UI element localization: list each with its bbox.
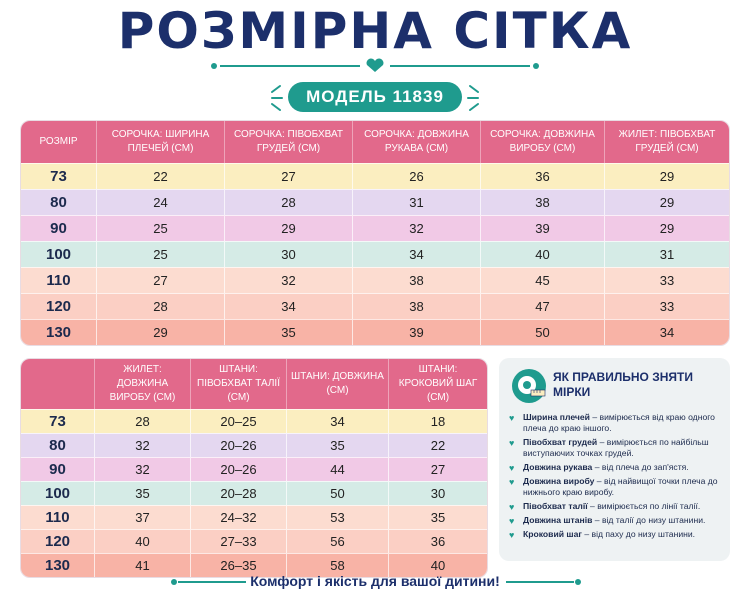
table-cell: 38 [353, 267, 481, 293]
guide-description: – від талії до низу штанини. [592, 515, 706, 525]
table-cell: 29 [605, 163, 729, 189]
table-cell: 29 [97, 319, 225, 345]
heart-icon [367, 59, 384, 72]
table-cell: 31 [605, 241, 729, 267]
heart-icon: ♥ [509, 477, 515, 487]
heart-icon: ♥ [509, 438, 515, 448]
table-row [21, 319, 729, 345]
measurement-guide [499, 358, 730, 561]
size-cell: 90 [21, 215, 97, 241]
table-cell: 29 [225, 215, 353, 241]
table-row [21, 433, 487, 457]
guide-term: Довжина виробу [523, 476, 595, 486]
table-row [21, 267, 729, 293]
model-label [250, 78, 500, 118]
table-cell: 27–33 [191, 529, 287, 553]
guide-list [509, 412, 720, 540]
size-cell: 73 [21, 163, 97, 189]
size-cell: 120 [21, 529, 95, 553]
heart-icon: ♥ [509, 502, 515, 512]
table-cell: 32 [95, 457, 191, 481]
table-cell: 35 [225, 319, 353, 345]
size-table-top [20, 120, 730, 346]
table-row [21, 241, 729, 267]
guide-description: – від паху до низу штанини. [581, 529, 696, 539]
table-cell: 18 [389, 409, 487, 433]
table-cell: 34 [605, 319, 729, 345]
column-header: СОРОЧКА: ДОВЖИНА ВИРОБУ (СМ) [481, 121, 605, 163]
size-cell: 130 [21, 553, 95, 577]
table-cell: 20–26 [191, 457, 287, 481]
table-header-row [21, 121, 729, 163]
table-row [21, 189, 729, 215]
table-row [21, 505, 487, 529]
size-cell: 100 [21, 481, 95, 505]
table-cell: 27 [225, 163, 353, 189]
table-row [21, 293, 729, 319]
column-header: ШТАНИ: ПІВОБХВАТ ТАЛІЇ (СМ) [191, 359, 287, 409]
table-cell: 45 [481, 267, 605, 293]
table-cell: 58 [287, 553, 389, 577]
heart-icon: ♥ [509, 516, 515, 526]
table-cell: 33 [605, 293, 729, 319]
guide-item [509, 501, 720, 512]
table-cell: 40 [389, 553, 487, 577]
table-cell: 47 [481, 293, 605, 319]
table-cell: 53 [287, 505, 389, 529]
table-cell: 27 [389, 457, 487, 481]
table-cell: 38 [481, 189, 605, 215]
table-cell: 26 [353, 163, 481, 189]
column-header: ЖИЛЕТ: ПІВОБХВАТ ГРУДЕЙ (СМ) [605, 121, 729, 163]
table-cell: 29 [605, 189, 729, 215]
table-cell: 27 [97, 267, 225, 293]
size-cell: 90 [21, 457, 95, 481]
table-cell: 28 [95, 409, 191, 433]
column-header: СОРОЧКА: ДОВЖИНА РУКАВА (СМ) [353, 121, 481, 163]
size-cell: 110 [21, 267, 97, 293]
heart-icon: ♥ [509, 413, 515, 423]
page-title: РОЗМІРНА СІТКА [117, 2, 633, 60]
table-cell: 24 [97, 189, 225, 215]
model-badge: МОДЕЛЬ 11839 [288, 82, 462, 112]
table-cell: 32 [225, 267, 353, 293]
heart-icon: ♥ [509, 463, 515, 473]
column-header: ШТАНИ: КРОКОВИЙ ШАГ (СМ) [389, 359, 487, 409]
table-cell: 20–28 [191, 481, 287, 505]
table-cell: 34 [353, 241, 481, 267]
table-cell: 41 [95, 553, 191, 577]
guide-description: – вимірюється по найбільш виступаючих точках грудей. [523, 437, 709, 458]
heart-divider [210, 58, 540, 74]
footer-divider-right [502, 577, 582, 587]
size-cell: 100 [21, 241, 97, 267]
guide-term: Довжина штанів [523, 515, 593, 525]
guide-title: ЯК ПРАВИЛЬНО ЗНЯТИ МІРКИ [553, 370, 693, 399]
size-cell: 110 [21, 505, 95, 529]
table-row [21, 409, 487, 433]
table-cell: 30 [389, 481, 487, 505]
size-cell: 120 [21, 293, 97, 319]
guide-term: Ширина плечей [523, 412, 590, 422]
table-cell: 50 [287, 481, 389, 505]
table-cell: 44 [287, 457, 389, 481]
table-cell: 30 [225, 241, 353, 267]
sparkle-icon [250, 78, 286, 118]
table-cell: 35 [95, 481, 191, 505]
guide-description: – від плеча до зап'ястя. [592, 462, 689, 472]
table-cell: 22 [97, 163, 225, 189]
table-cell: 33 [605, 267, 729, 293]
footer-text: Комфорт і якість для вашої дитини! [250, 573, 500, 589]
guide-item [509, 412, 720, 434]
size-cell: 130 [21, 319, 97, 345]
guide-description: – вимірюється від краю одного плеча до краю іншого. [523, 412, 715, 433]
size-table-bottom [20, 358, 488, 578]
table-cell: 26–35 [191, 553, 287, 577]
table-cell: 38 [353, 293, 481, 319]
table-cell: 34 [225, 293, 353, 319]
table-cell: 39 [481, 215, 605, 241]
guide-item [509, 515, 720, 526]
table-cell: 31 [353, 189, 481, 215]
table-cell: 32 [353, 215, 481, 241]
table-cell: 50 [481, 319, 605, 345]
table-cell: 28 [97, 293, 225, 319]
table-header-row [21, 359, 487, 409]
table-row [21, 529, 487, 553]
table-cell: 37 [95, 505, 191, 529]
column-header: ШТАНИ: ДОВЖИНА (СМ) [287, 359, 389, 409]
table-cell: 29 [605, 215, 729, 241]
guide-term: Півобхват грудей [523, 437, 598, 447]
table-cell: 25 [97, 215, 225, 241]
guide-item [509, 476, 720, 498]
table-cell: 20–26 [191, 433, 287, 457]
table-cell: 36 [481, 163, 605, 189]
size-cell: 80 [21, 189, 97, 215]
guide-item [509, 437, 720, 459]
table-row [21, 215, 729, 241]
guide-description: – від найвищої точки плеча до нижнього краю виробу. [523, 476, 718, 497]
guide-item [509, 462, 720, 473]
table-row [21, 481, 487, 505]
guide-description: – вимірюється по лінії талії. [587, 501, 701, 511]
table-cell: 20–25 [191, 409, 287, 433]
table-cell: 40 [95, 529, 191, 553]
column-header: СОРОЧКА: ПІВОБХВАТ ГРУДЕЙ (СМ) [225, 121, 353, 163]
table-cell: 34 [287, 409, 389, 433]
table-cell: 22 [389, 433, 487, 457]
sparkle-icon [464, 78, 500, 118]
table-cell: 40 [481, 241, 605, 267]
table-cell: 32 [95, 433, 191, 457]
footer [0, 571, 750, 593]
measuring-tape-icon [511, 368, 547, 404]
heart-icon: ♥ [509, 530, 515, 540]
table-cell: 24–32 [191, 505, 287, 529]
size-cell: 80 [21, 433, 95, 457]
table-cell: 56 [287, 529, 389, 553]
table-cell: 39 [353, 319, 481, 345]
table-cell: 35 [389, 505, 487, 529]
table-cell: 36 [389, 529, 487, 553]
table-cell: 35 [287, 433, 389, 457]
table-row [21, 163, 729, 189]
size-column-header: РОЗМІР [21, 121, 97, 163]
column-header: СОРОЧКА: ШИРИНА ПЛЕЧЕЙ (СМ) [97, 121, 225, 163]
guide-term: Довжина рукава [523, 462, 593, 472]
table-cell: 28 [225, 189, 353, 215]
guide-item [509, 529, 720, 540]
guide-term: Кроковий шаг [523, 529, 582, 539]
size-cell: 73 [21, 409, 95, 433]
size-column-header [21, 359, 95, 409]
guide-term: Півобхват талії [523, 501, 588, 511]
column-header: ЖИЛЕТ: ДОВЖИНА ВИРОБУ (СМ) [95, 359, 191, 409]
table-row [21, 457, 487, 481]
table-cell: 25 [97, 241, 225, 267]
